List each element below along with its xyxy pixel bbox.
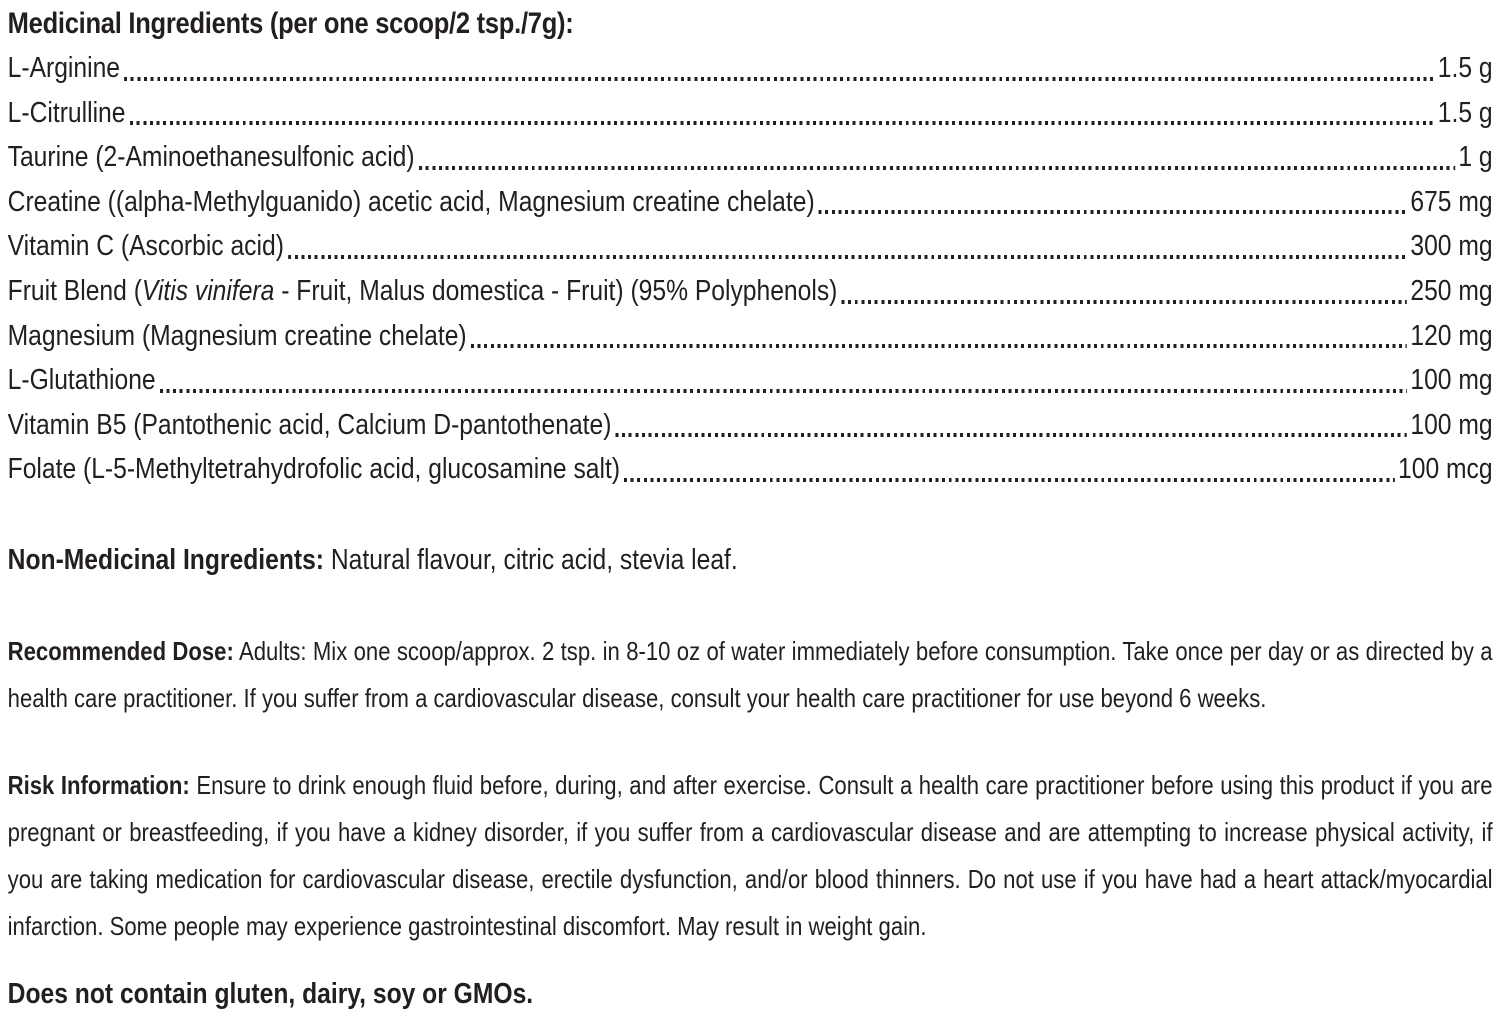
ingredient-name: L-Citrulline [7,96,126,129]
non-medicinal-ingredients-line [8,540,1493,580]
ingredient-name: Taurine (2-Aminoethanesulfonic acid) [7,141,415,174]
ingredient-name: Vitamin B5 (Pantothenic acid, Calcium D-pantothenate) [7,408,612,441]
ingredient-amount: 120 mg [1410,319,1493,352]
ingredient-name: Vitamin C (Ascorbic acid) [7,230,284,263]
ingredient-row [8,447,1493,492]
risk-information-label: Risk Information: [7,769,190,800]
ingredient-name: Magnesium (Magnesium creatine chelate) [7,319,467,352]
dot-leader [288,255,1407,259]
non-medicinal-ingredients-label: Non-Medicinal Ingredients: [7,543,325,576]
dot-leader [624,478,1394,482]
ingredient-amount: 675 mg [1410,185,1493,218]
ingredient-name: Creatine ((alpha-Methylguanido) acetic acid, Magnesium creatine chelate) [7,185,815,218]
ingredient-name: Folate (L-5-Methyltetrahydrofolic acid, glucosamine salt) [7,453,621,486]
medicinal-ingredients-list [8,46,1493,492]
ingredient-row [8,314,1493,359]
dot-leader [842,300,1407,304]
non-medicinal-ingredients-text: Natural flavour, citric acid, stevia leaf. [330,543,738,576]
dot-leader [616,433,1407,437]
ingredient-row [8,135,1493,180]
ingredient-amount: 100 mg [1410,364,1493,397]
ingredient-amount: 1.5 g [1437,96,1493,129]
ingredient-amount: 100 mcg [1398,453,1493,486]
ingredient-row [8,269,1493,314]
ingredient-row [8,224,1493,269]
recommended-dose-text: Adults: Mix one scoop/approx. 2 tsp. in 8-10 oz of water immediately before consumption. Take once per day or as directed by a health care practitioner. If you suffer from a cardiovascular disease, consult your health care practitioner for use beyond 6 weeks. [7,635,1493,713]
ingredient-amount: 1.5 g [1437,52,1493,84]
ingredient-name: L-Arginine [7,52,121,84]
risk-information-paragraph [8,762,1493,950]
dot-leader [419,166,1455,170]
dot-leader [130,121,1435,125]
medicinal-ingredients-heading: Medicinal Ingredients (per one scoop/2 tsp./7g): [7,7,574,40]
ingredient-name: L-Glutathione [7,364,156,397]
ingredient-amount: 300 mg [1410,230,1493,263]
recommended-dose-paragraph [8,628,1493,722]
dot-leader [471,344,1407,348]
ingredient-row [8,46,1493,91]
recommended-dose-label: Recommended Dose: [7,635,234,666]
ingredient-row [8,403,1493,448]
allergen-statement: Does not contain gluten, dairy, soy or GMOs. [7,977,534,1010]
ingredient-amount: 250 mg [1410,274,1493,307]
ingredient-name: Fruit Blend (Vitis vinifera - Fruit, Malus domestica - Fruit) (95% Polyphenols) [7,274,838,307]
ingredient-amount: 100 mg [1410,408,1493,441]
dot-leader [160,389,1407,393]
risk-information-text: Ensure to drink enough fluid before, during, and after exercise. Consult a health care practitioner before using this product if you are pregnant or breastfeeding, if you have a kidney disorder, if you suffer from a cardiovascular disease and are attempting to increase physical activity, if you are taking medication for cardiovascular disease, erectile dysfunction, and/or blood thinners. Do not use if you have had a heart attack/myocardial infarction. Some people may experience gastrointestinal discomfort. May result in weight gain. [7,769,1493,941]
ingredient-row [8,358,1493,403]
ingredient-row [8,180,1493,225]
ingredient-row [8,91,1493,136]
dot-leader [819,210,1407,214]
ingredient-amount: 1 g [1458,141,1493,174]
dot-leader [124,77,1434,81]
